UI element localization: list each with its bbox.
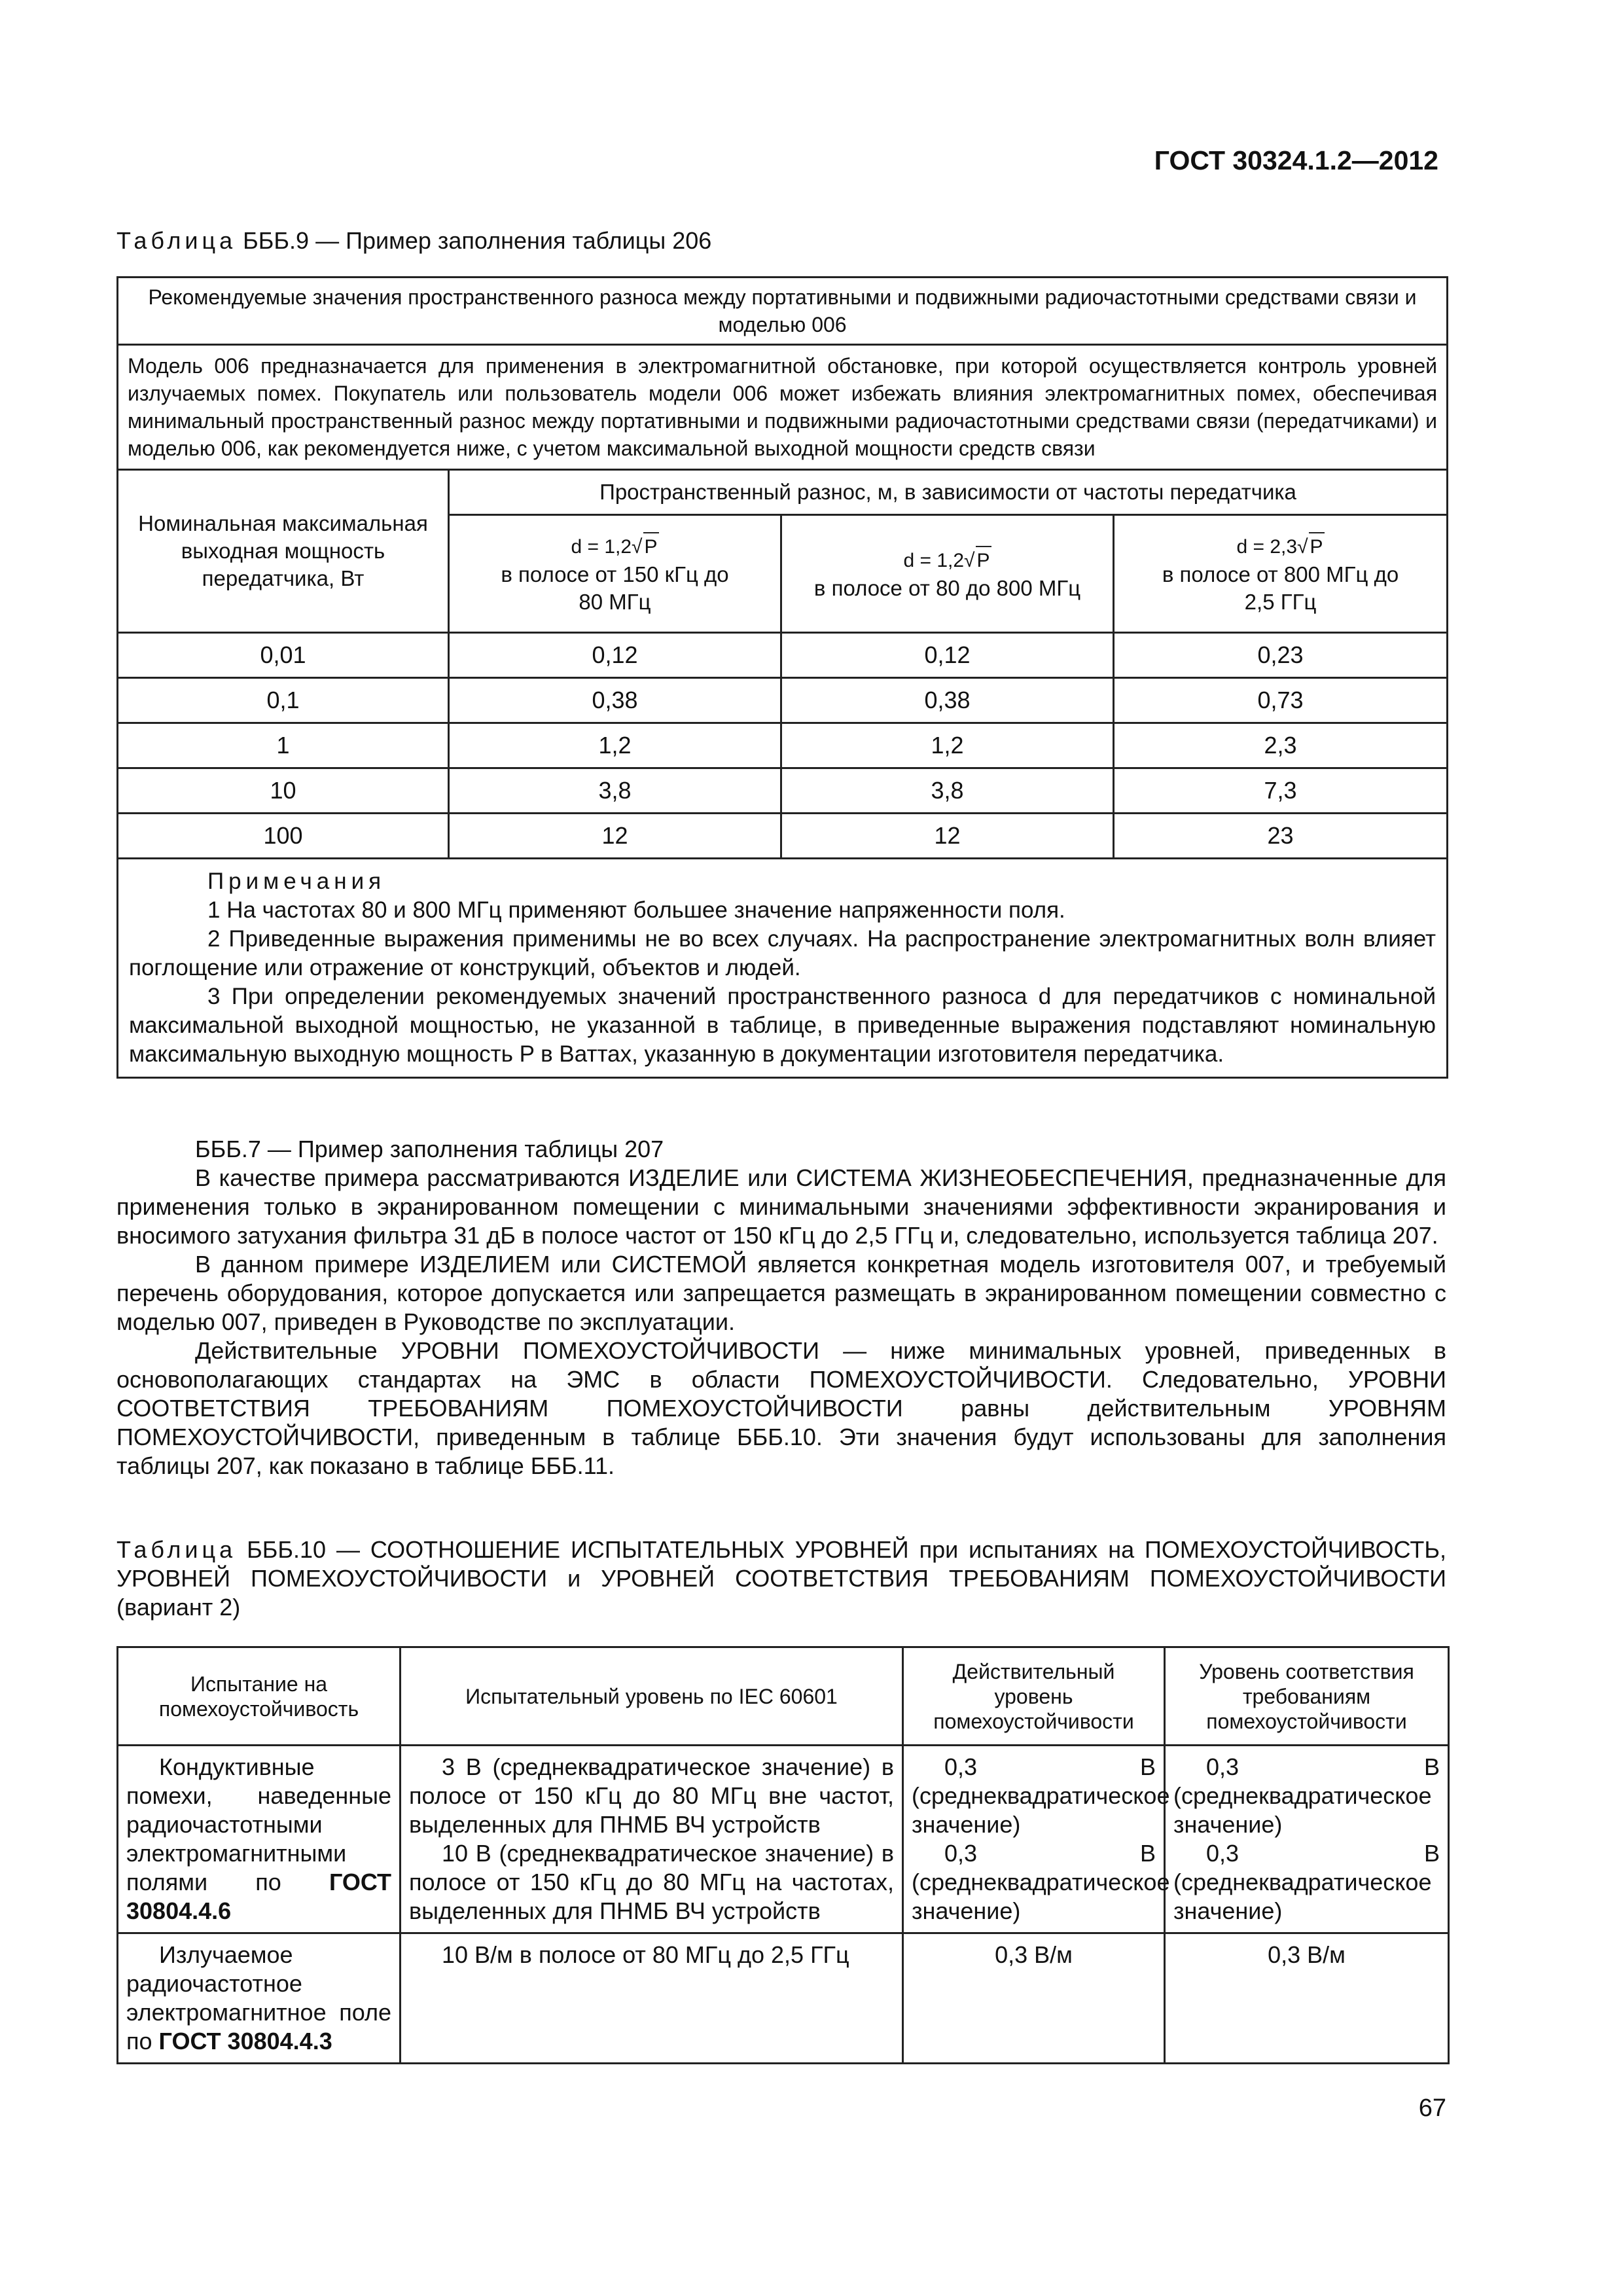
table-row	[118, 1933, 1449, 2064]
notes-title: Примечания	[207, 869, 386, 894]
table9-col-group: Пространственный разнос, м, в зависимости от частоты передатчика	[449, 470, 1448, 515]
note-item: 2 Приведенные выражения применимы не во всех случаях. На распространение электромагнитных волн влияет поглощение или отражение от конструкций, объектов и людей.	[129, 926, 1436, 980]
table9-caption	[116, 226, 1446, 255]
table9-band-header: d = 2,3√ P в полосе от 800 МГц до 2,5 ГГц	[1114, 515, 1448, 633]
table10-header: Действительный уровень помехоустойчивости	[903, 1647, 1165, 1746]
compliance-cell: 0,3 В/м	[1165, 1933, 1449, 2064]
formula: d = 1,2√ P	[571, 532, 658, 561]
paragraph: В качестве примера рассматриваются ИЗДЕЛИЕ или СИСТЕМА ЖИЗНЕОБЕСПЕЧЕНИЯ, предназначенные для применения только в экранированном помещении с минимальными значениями эффективности экранирования и вносимого затухания фильтра 31 дБ в полосе частот от 150 кГц до 2,5 ГГц и, следовательно, используется таблица 207.	[116, 1164, 1446, 1249]
paragraph: В данном примере ИЗДЕЛИЕМ или СИСТЕМОЙ является конкретная модель изготовителя 007, и требуемый перечень оборудования, которое допускается или запрещается размещать в экранированном помещении совместно с моделью 007, приведен в Руководстве по эксплуатации.	[116, 1251, 1446, 1335]
paragraph: Действительные УРОВНИ ПОМЕХОУСТОЙЧИВОСТИ — ниже минимальных уровней, приведенных в основополагающих стандартах на ЭМС в области ПОМЕХОУСТОЙЧИВОСТИ. Следовательно, УРОВНИ СООТВЕТСТВИЯ ТРЕБОВАНИЯМ ПОМЕХОУСТОЙЧИВОСТИ равны действительным УРОВНЯМ ПОМЕХОУСТОЙЧИВОСТИ, приведенным в таблице БББ.10. Эти значения будут использованы для заполнения таблицы 207, как показано в таблице БББ.11.	[116, 1337, 1446, 1479]
table10-header: Уровень соответствия требованиям помехоустойчивости	[1165, 1647, 1449, 1746]
note-item: 1 На частотах 80 и 800 МГц применяют большее значение напряженности поля.	[207, 897, 1065, 923]
table10-caption-label: Таблица	[116, 1536, 237, 1563]
table9-band-header: d = 1,2√ P в полосе от 80 до 800 МГц	[781, 515, 1114, 633]
test-cell: Излучаемое радиочастотное электромагнитное поле по ГОСТ 30804.4.3	[118, 1933, 401, 2064]
test-cell: Кондуктивные помехи, наведенные радиочастотными электромагнитными полями по ГОСТ 30804.4.6	[118, 1746, 401, 1933]
table9-band-header: d = 1,2√ P в полосе от 150 кГц до 80 МГц	[449, 515, 781, 633]
page-number: 67	[1418, 2094, 1446, 2122]
table10-header: Испытание на помехоустойчивость	[118, 1647, 401, 1746]
level-cell: 10 В/м в полосе от 80 МГц до 2,5 ГГц	[401, 1933, 903, 2064]
level-cell: 3 В (среднеквадратическое значение) в полосе от 150 кГц до 80 МГц вне частот, выделенных для ПНМБ ВЧ устройств 10 В (среднеквадратическое значение) в полосе от 150 кГц до 80 МГц на частотах, выделенных для ПНМБ ВЧ устройств	[401, 1746, 903, 1933]
actual-cell: 0,3 В/м	[903, 1933, 1165, 2064]
standard-code: ГОСТ 30324.1.2—2012	[1154, 145, 1438, 175]
actual-cell: 0,3 В (среднеквадратическое значение) 0,3 В (среднеквадратическое значение)	[903, 1746, 1165, 1933]
table9-description: Модель 006 предназначается для применения в электромагнитной обстановке, при которой осуществляется контроль уровней излучаемых помех. Покупатель или пользователь модели 006 может избежать влияния электромагнитных помех, обеспечивая минимальный пространственный разнос между портативными и подвижными радиочастотными средствами связи (передатчиками) и моделью 006, как рекомендуется ниже, с учетом максимальной выходной мощности средств связи	[118, 345, 1448, 470]
table-row	[118, 1746, 1449, 1933]
table-row: 10 3,8 3,8 7,3	[118, 768, 1448, 814]
section-heading: БББ.7 — Пример заполнения таблицы 207	[195, 1136, 664, 1162]
table-row: 0,01 0,12 0,12 0,23	[118, 633, 1448, 678]
table-bbb10	[116, 1646, 1450, 2064]
table9-title: Рекомендуемые значения пространственного разноса между портативными и подвижными радиочастотными средствами связи и моделью 006	[118, 278, 1448, 345]
table-row: 0,1 0,38 0,38 0,73	[118, 678, 1448, 723]
compliance-cell: 0,3 В (среднеквадратическое значение) 0,3 В (среднеквадратическое значение)	[1165, 1746, 1449, 1933]
table9-notes	[118, 859, 1448, 1078]
table-row: 100 12 12 23	[118, 814, 1448, 859]
table9-caption-text: БББ.9 — Пример заполнения таблицы 206	[243, 227, 712, 254]
table-bbb9	[116, 276, 1448, 1079]
formula: d = 1,2√ P	[903, 546, 991, 575]
table9-col-power: Номинальная максимальная выходная мощность передатчика, Вт	[118, 470, 449, 633]
table10-header: Испытательный уровень по IEC 60601	[401, 1647, 903, 1746]
table-row: 1 1,2 1,2 2,3	[118, 723, 1448, 768]
table9-caption-label: Таблица	[116, 227, 237, 254]
table10-caption	[116, 1535, 1446, 1622]
table10-caption-text: БББ.10 — СООТНОШЕНИЕ ИСПЫТАТЕЛЬНЫХ УРОВНЕЙ при испытаниях на ПОМЕХОУСТОЙЧИВОСТЬ, УРОВНЕЙ ПОМЕХОУСТОЙЧИВОСТИ и УРОВНЕЙ СООТВЕТСТВИЯ ТРЕБОВАНИЯМ ПОМЕХОУСТОЙЧИВОСТИ (вариант 2)	[116, 1536, 1446, 1621]
formula: d = 2,3√ P	[1236, 532, 1324, 561]
note-item: 3 При определении рекомендуемых значений пространственного разноса d для передатчиков с номинальной максимальной выходной мощностью, не указанной в таблице, в приведенные выражения подставляют номинальную максимальную выходную мощность P в Ваттах, указанную в документации изготовителя передатчика.	[129, 984, 1436, 1067]
section-bbb7	[116, 1135, 1446, 1480]
